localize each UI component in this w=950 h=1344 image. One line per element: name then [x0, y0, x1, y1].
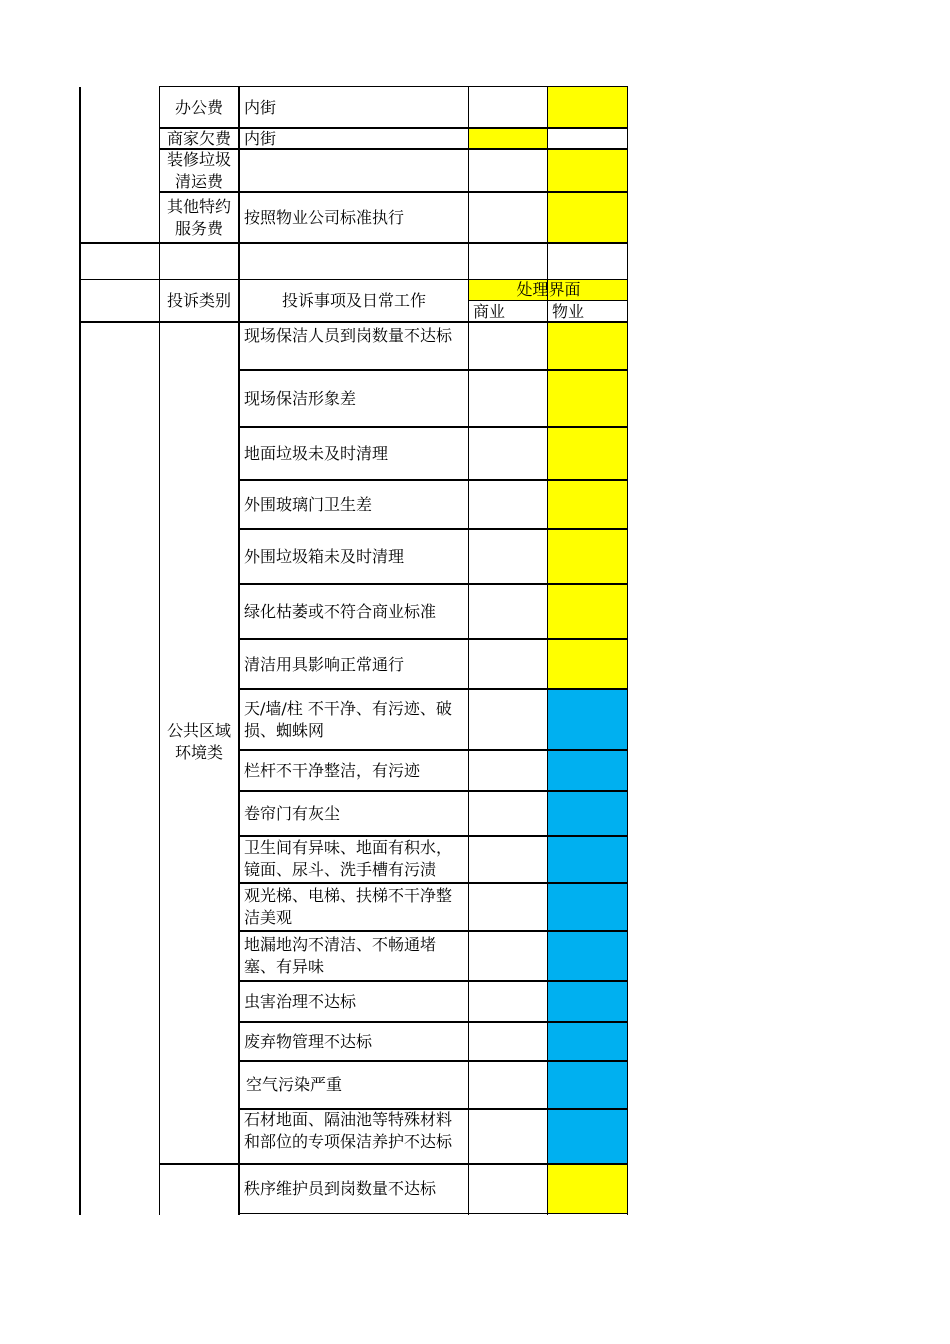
- complaint-text: 现场保洁形象差: [244, 389, 357, 408]
- header-commercial-label: 商业: [473, 302, 506, 321]
- fee-row-4-item: [240, 192, 468, 243]
- complaint-text: 天/墙/柱 不干净、有污迹、破损、蜘蛛网: [244, 699, 452, 740]
- fee-row-3: [160, 149, 238, 192]
- fill-complaint-17: [548, 1109, 628, 1164]
- grid-v-col3: [468, 87, 469, 1215]
- complaint-row: [240, 689, 468, 750]
- complaint-text: 空气污染严重: [246, 1075, 343, 1094]
- complaint-text: 栏杆不干净整洁，有污迹: [244, 761, 421, 780]
- fill-complaint-16: [548, 1061, 628, 1109]
- complaint-text: 清洁用具影响正常通行: [244, 655, 405, 674]
- complaint-row: [240, 836, 468, 883]
- complaint-text: 地面垃圾未及时清理: [244, 444, 389, 463]
- fill-complaint-14: [548, 981, 628, 1022]
- fill-complaint-4: [548, 480, 628, 529]
- fee-row-2: [160, 128, 238, 149]
- group-category-label: 公共区域环境类: [166, 721, 231, 762]
- fee-row-1: [160, 87, 238, 128]
- complaint-text: 绿化枯萎或不符合商业标准: [244, 602, 437, 621]
- fill-complaint-11: [548, 836, 628, 883]
- fill-complaint-10: [548, 791, 628, 836]
- complaint-row: [240, 1109, 468, 1164]
- complaint-text: 废弃物管理不达标: [244, 1032, 373, 1051]
- complaint-text: 外围玻璃门卫生差: [244, 495, 373, 514]
- fill-special-property: [548, 192, 628, 243]
- header-item-label: 投诉事项及日常工作: [281, 291, 426, 310]
- complaint-row: [240, 639, 468, 689]
- header-interface: [469, 280, 628, 300]
- complaint-row: [240, 981, 468, 1022]
- grid-v-col4: [547, 87, 548, 1215]
- complaint-row: [240, 480, 468, 529]
- header-commercial: [469, 301, 548, 322]
- complaint-row: [240, 1022, 468, 1061]
- grid-v-col5: [627, 87, 628, 1215]
- complaint-text: 石材地面、隔油池等特殊材料和部位的专项保洁养护不达标: [244, 1110, 453, 1151]
- complaint-text: 卷帘门有灰尘: [244, 804, 341, 823]
- complaint-row: [240, 322, 468, 370]
- header-category: [160, 280, 238, 322]
- complaint-row: [240, 584, 468, 639]
- fee-item-label: 内街: [244, 129, 277, 148]
- fill-arrears-commercial: [469, 128, 548, 149]
- complaint-text: 观光梯、电梯、扶梯不干净整洁美观: [244, 886, 453, 927]
- fill-complaint-18: [548, 1164, 628, 1214]
- fill-complaint-6: [548, 584, 628, 639]
- complaint-text: 外围垃圾箱未及时清理: [244, 547, 405, 566]
- fee-row-4: [160, 192, 238, 243]
- complaint-row: [240, 529, 468, 584]
- complaint-text: 现场保洁人员到岗数量不达标: [244, 326, 453, 345]
- fee-category-label: 装修垃圾清运费: [166, 150, 231, 191]
- fill-complaint-9: [548, 750, 628, 791]
- complaint-row: [240, 791, 468, 836]
- fill-complaint-5: [548, 529, 628, 584]
- complaint-row: [240, 1061, 468, 1109]
- fee-row-1-item: [240, 87, 468, 128]
- fee-item-label: 内街: [244, 98, 277, 117]
- header-property: [548, 301, 628, 322]
- fill-decoration-property: [548, 149, 628, 192]
- complaint-row: [240, 427, 468, 480]
- fill-complaint-8: [548, 689, 628, 750]
- header-property-label: 物业: [552, 302, 585, 321]
- complaint-text: 虫害治理不达标: [244, 992, 357, 1011]
- fill-office-property: [548, 87, 628, 128]
- complaint-text: 地漏地沟不清洁、不畅通堵塞、有异味: [244, 935, 437, 976]
- header-item: [240, 280, 468, 322]
- fill-complaint-12: [548, 883, 628, 931]
- complaint-text: 秩序维护员到岗数量不达标: [244, 1179, 437, 1198]
- complaint-row: [240, 370, 468, 427]
- fill-complaint-7: [548, 639, 628, 689]
- fill-complaint-13: [548, 931, 628, 981]
- fee-item-label: 按照物业公司标准执行: [244, 208, 405, 227]
- header-category-label: 投诉类别: [166, 291, 231, 310]
- fee-category-label: 商家欠费: [166, 129, 231, 148]
- header-interface-label: 处理界面: [516, 280, 581, 299]
- fill-complaint-1: [548, 322, 628, 370]
- complaint-row: [240, 931, 468, 981]
- complaint-row: [240, 883, 468, 931]
- fill-complaint-3: [548, 427, 628, 480]
- fee-row-2-item: [240, 128, 468, 149]
- fee-category-label: 办公费: [174, 98, 223, 117]
- complaint-row: [240, 750, 468, 791]
- left-border: [79, 87, 81, 1215]
- fee-category-label: 其他特约服务费: [166, 197, 231, 238]
- group-category: [160, 322, 238, 1164]
- fill-complaint-15: [548, 1022, 628, 1061]
- fill-complaint-2: [548, 370, 628, 427]
- complaint-row: [240, 1164, 468, 1214]
- complaint-text: 卫生间有异味、地面有积水，镜面、尿斗、洗手槽有污渍: [244, 838, 453, 879]
